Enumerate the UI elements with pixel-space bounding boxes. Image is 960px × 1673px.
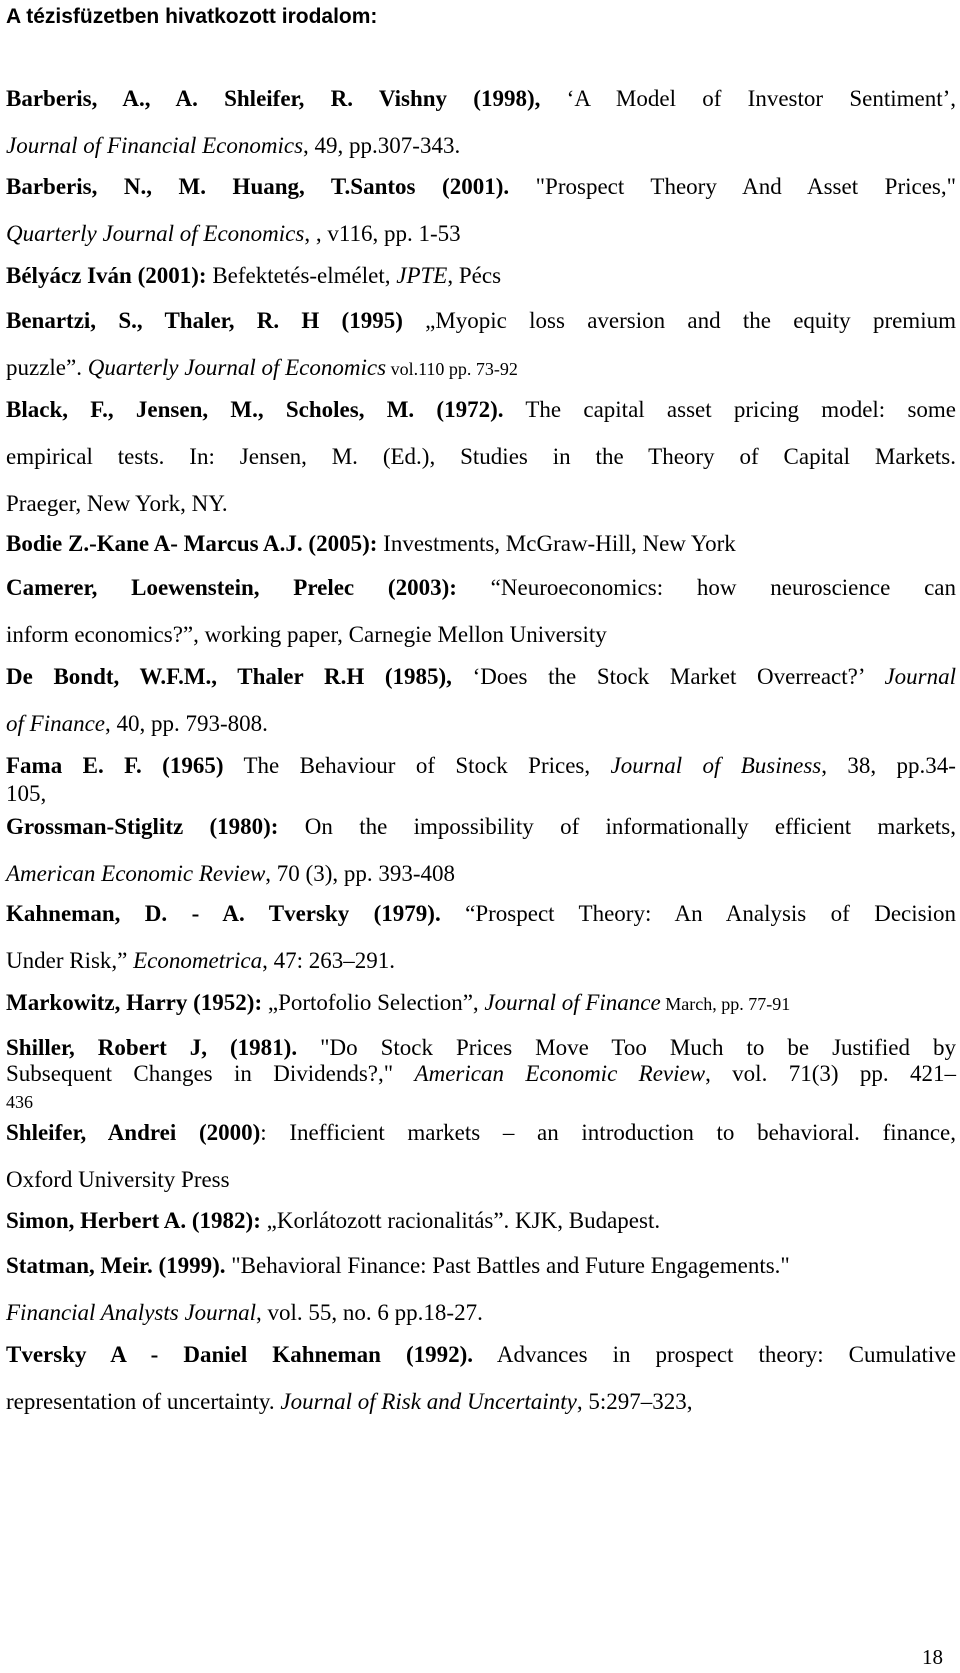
ref-author: Statman, Meir. (1999). <box>6 1253 226 1278</box>
ref-details-cont: 105, <box>6 781 47 806</box>
ref-author: Shleifer, Andrei (2000) <box>6 1120 261 1145</box>
ref-details: vol.110 pp. 73-92 <box>386 359 518 379</box>
ref-title-cont: representation of uncertainty. <box>6 1389 281 1414</box>
ref-author: De Bondt, W.F.M., Thaler R.H (1985), <box>6 664 452 689</box>
ref-details: , 5:297–323, <box>576 1389 693 1414</box>
ref-author: Barberis, N., M. Huang, T.Santos (2001). <box>6 174 510 199</box>
reference-bodie <box>6 520 956 567</box>
ref-details: , 47: 263–291. <box>262 948 396 973</box>
ref-journal: JPTE <box>396 263 448 288</box>
ref-details: , vol. 71(3) pp. 421– <box>705 1061 956 1086</box>
ref-author: Kahneman, D. - A. Tversky (1979). <box>6 901 441 926</box>
ref-journal: Journal of Financial Economics <box>6 133 304 158</box>
ref-author: Bélyácz Iván (2001): <box>6 263 207 288</box>
reference-kahneman <box>6 890 956 984</box>
ref-text: The capital asset pricing model: some <box>503 397 956 422</box>
ref-journal: American Economic Review <box>6 861 266 886</box>
ref-title: "Prospect Theory And Asset Prices," <box>509 174 956 199</box>
reference-shiller-cont <box>6 1060 956 1116</box>
page-heading: A tézisfüzetben hivatkozott irodalom: <box>6 5 378 28</box>
ref-title: ‘Does the Stock Market Overreact?’ <box>451 664 885 689</box>
ref-title: „Portofolio Selection”, <box>262 990 485 1015</box>
page-number: 18 <box>922 1645 943 1669</box>
ref-journal: Quarterly Journal of Economics <box>87 355 387 380</box>
reference-shleifer <box>6 1109 956 1203</box>
ref-author: Tversky A - Daniel Kahneman (1992). <box>6 1342 474 1367</box>
ref-details: , 70 (3), pp. 393-408 <box>265 861 456 886</box>
ref-text: empirical tests. In: Jensen, M. (Ed.), Studies in the Theory of Capital Markets. <box>6 444 956 469</box>
ref-journal: Quarterly Journal of Economics <box>6 221 305 246</box>
ref-details: Investments, McGraw-Hill, New York <box>377 531 736 556</box>
ref-details: , Pécs <box>447 263 502 288</box>
ref-journal: Journal of Risk and Uncertainty <box>280 1389 577 1414</box>
reference-camerer <box>6 564 956 658</box>
ref-author: Shiller, Robert J, (1981). <box>6 1035 298 1060</box>
ref-author: Benartzi, S., Thaler, R. H (1995) <box>6 308 403 333</box>
ref-journal: Financial Analysts Journal <box>6 1300 257 1325</box>
ref-author: Barberis, A., A. Shleifer, R. Vishny (1998), <box>6 86 541 111</box>
ref-text: inform economics?”, working paper, Carnegie Mellon University <box>6 622 607 647</box>
ref-title: „Myopic loss aversion and the equity premium <box>402 308 956 333</box>
ref-journal-cont: of Finance <box>6 711 105 736</box>
ref-title: On the impossibility of informationally efficient markets, <box>278 814 956 839</box>
ref-details-cont: 436 <box>6 1092 33 1112</box>
ref-author: Simon, Herbert A. (1982): <box>6 1208 261 1233</box>
ref-title: Befektetés-elmélet, <box>206 263 397 288</box>
reference-barberis-2001 <box>6 163 956 257</box>
ref-details: March, pp. 77-91 <box>660 994 791 1014</box>
reference-grossman <box>6 803 956 897</box>
ref-journal: Journal <box>884 664 956 689</box>
reference-markowitz <box>6 979 956 1028</box>
ref-title: “Prospect Theory: An Analysis of Decision <box>440 901 956 926</box>
ref-title: : Inefficient markets – an introduction to behavioral. finance, <box>260 1120 957 1145</box>
ref-author: Grossman-Stiglitz (1980): <box>6 814 279 839</box>
ref-title-cont: Subsequent Changes in Dividends?," <box>6 1061 415 1086</box>
ref-title: Advances in prospect theory: Cumulative <box>473 1342 956 1367</box>
ref-details: , vol. 55, no. 6 pp.18-27. <box>256 1300 483 1325</box>
ref-title: "Do Stock Prices Move Too Much to be Justified by <box>297 1035 957 1060</box>
ref-title-cont: puzzle”. <box>6 355 88 380</box>
ref-title: "Behavioral Finance: Past Battles and Future Engagements." <box>225 1253 790 1278</box>
ref-details: „Korlátozott racionalitás”. KJK, Budapest. <box>260 1208 661 1233</box>
ref-title: ‘A Model of Investor Sentiment’, <box>540 86 956 111</box>
reference-simon <box>6 1197 956 1244</box>
ref-details: , 40, pp. 793-808. <box>105 711 268 736</box>
ref-author: Markowitz, Harry (1952): <box>6 990 263 1015</box>
ref-title: “Neuroeconomics: how neuroscience can <box>456 575 956 600</box>
ref-details: , 38, pp.34- <box>821 753 956 778</box>
ref-details: , , v116, pp. 1-53 <box>304 221 461 246</box>
ref-author: Bodie Z.-Kane A- Marcus A.J. (2005): <box>6 531 378 556</box>
ref-text: Praeger, New York, NY. <box>6 491 228 516</box>
reference-debondt <box>6 653 956 747</box>
ref-author: Fama E. F. (1965) <box>6 753 224 778</box>
ref-journal: Econometrica <box>133 948 263 973</box>
reference-barberis-1998 <box>6 75 956 169</box>
reference-benartzi <box>6 297 956 393</box>
ref-details: , 49, pp.307-343. <box>303 133 461 158</box>
reference-tversky <box>6 1331 956 1425</box>
ref-details: Oxford University Press <box>6 1167 230 1192</box>
ref-title-cont: Under Risk,” <box>6 948 134 973</box>
ref-journal: American Economic Review <box>414 1061 706 1086</box>
ref-journal: Journal of Finance <box>484 990 661 1015</box>
reference-statman <box>6 1242 956 1336</box>
ref-journal: Journal of Business <box>610 753 822 778</box>
ref-author: Camerer, Loewenstein, Prelec (2003): <box>6 575 457 600</box>
reference-belyacz <box>6 252 956 299</box>
reference-black <box>6 386 956 527</box>
ref-title: The Behaviour of Stock Prices, <box>223 753 611 778</box>
ref-author: Black, F., Jensen, M., Scholes, M. (1972). <box>6 397 504 422</box>
